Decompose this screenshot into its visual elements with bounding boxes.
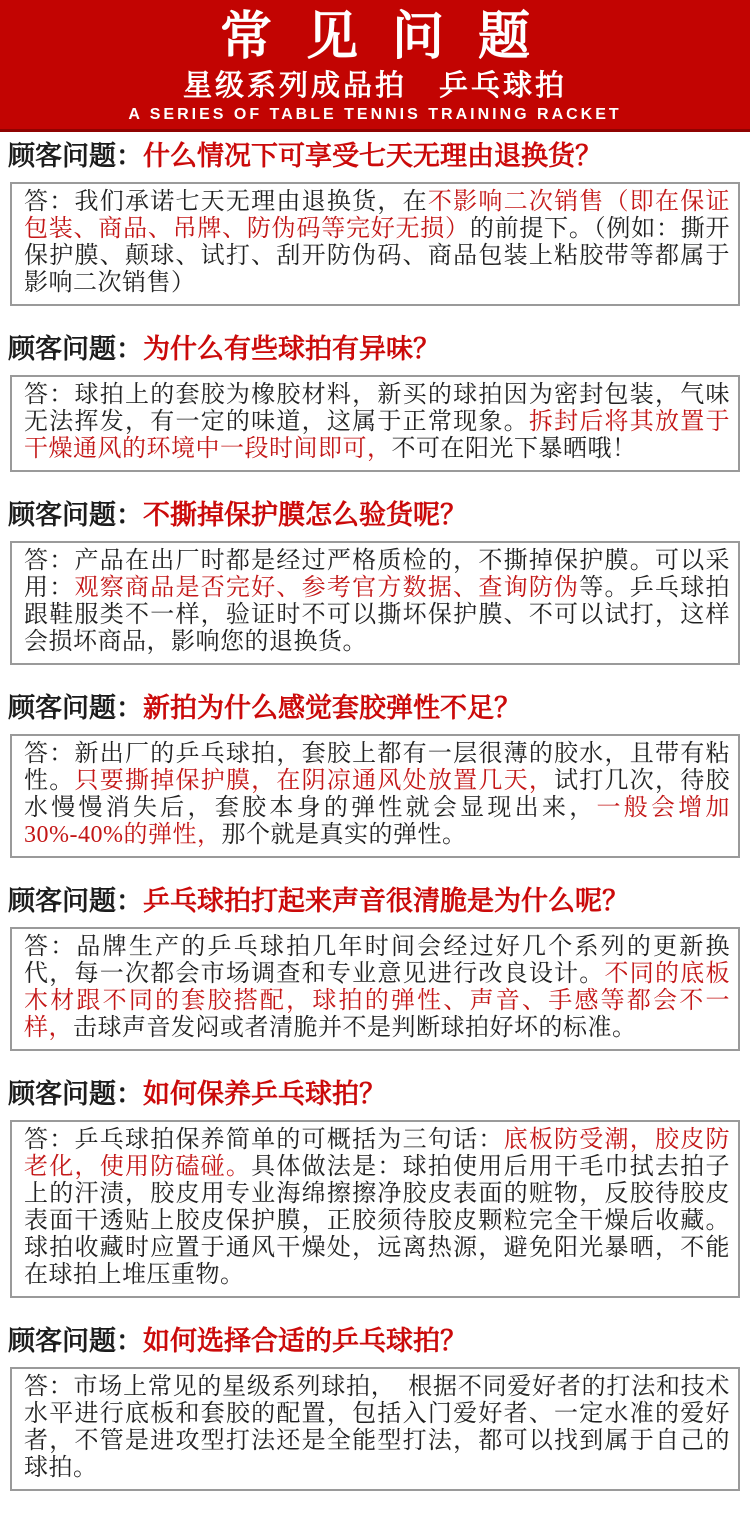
answer-segment: 击球声音发闷或者清脆并不是判断球拍好坏的标准。 [73, 1015, 637, 1041]
page-title: 常见问题 [219, 8, 564, 66]
answer-segment: 拆封后将其放置于干燥通风的环境中一段时间即可， [24, 409, 731, 462]
answer-segment: 的前提下。（例如：撕开保护膜、颠球、试打、刮开防伪码、商品包装上粘胶带等都属于影响二次销售） [24, 216, 731, 296]
answer-box [10, 1367, 740, 1491]
question-row [8, 1326, 742, 1356]
question-text: 不撕掉保护膜怎么验货呢？ [143, 500, 467, 530]
answer-box [10, 541, 740, 665]
faq-section [0, 886, 750, 1051]
question-row [8, 693, 742, 723]
question-label: 顾客问题： [8, 1079, 143, 1109]
answer-segment: 答：乒乓球拍保养简单的可概括为三句话： [24, 1127, 504, 1153]
question-row [8, 141, 742, 171]
question-text: 为什么有些球拍有异味？ [143, 334, 440, 364]
page-subtitle: 星级系列成品拍 乒乓球拍 [182, 70, 567, 102]
question-label: 顾客问题： [8, 886, 143, 916]
answer-segment: 一般会增加30%-40%的弹性， [24, 795, 731, 848]
faq-section [0, 1079, 750, 1298]
page-subtitle-en: A SERIES OF TABLE TENNIS TRAINING RACKET [128, 106, 622, 123]
question-row [8, 500, 742, 530]
question-text: 如何选择合适的乒乓球拍？ [143, 1326, 467, 1356]
question-row [8, 1079, 742, 1109]
faq-section [0, 1326, 750, 1491]
answer-segment: 答：市场上常见的星级系列球拍， 根据不同爱好者的打法和技术水平进行底板和套胶的配置，包括入门爱好者、一定水准的爱好者，不管是进攻型打法还是全能型打法，都可以找到属于自己的球拍。 [24, 1374, 730, 1481]
answer-box [10, 927, 740, 1051]
question-label: 顾客问题： [8, 693, 143, 723]
faq-section [0, 334, 750, 472]
answer-segment: 答：新出厂的乒乓球拍，套胶上都有一层很薄的胶水，且带有粘性。 [24, 741, 730, 794]
answer-box [10, 734, 740, 858]
faq-section [0, 500, 750, 665]
answer-segment: 不影响二次销售（即在保证包装、商品、吊牌、防伪码等完好无损） [24, 189, 731, 242]
header-banner [0, 0, 750, 132]
answer-segment: 试打几次，待胶水慢慢消失后，套胶本身的弹性就会显现出来， [24, 768, 731, 821]
question-text: 什么情况下可享受七天无理由退换货？ [143, 141, 602, 171]
answer-segment: 答：球拍上的套胶为橡胶材料，新买的球拍因为密封包装，气味无法挥发，有一定的味道，这属于正常现象。 [24, 382, 730, 435]
answer-segment: 答：品牌生产的乒乓球拍几年时间会经过好几个系列的更新换代，每一次都会市场调查和专业意见进行改良设计。 [24, 934, 730, 987]
answer-segment: 底板防受潮，胶皮防老化，使用防磕碰。 [24, 1127, 731, 1180]
question-text: 新拍为什么感觉套胶弹性不足？ [143, 693, 521, 723]
question-text: 乒乓球拍打起来声音很清脆是为什么呢？ [143, 886, 629, 916]
question-label: 顾客问题： [8, 334, 143, 364]
answer-box [10, 375, 740, 472]
faq-list [0, 132, 750, 1491]
answer-box [10, 182, 740, 306]
answer-segment: 不可在阳光下暴晒哦！ [391, 436, 637, 462]
question-label: 顾客问题： [8, 141, 143, 171]
answer-segment: 答：产品在出厂时都是经过严格质检的，不撕掉保护膜。可以采用： [24, 548, 730, 601]
answer-segment: 观察商品是否完好、参考官方数据、查询防伪 [74, 575, 580, 601]
question-row [8, 334, 742, 364]
answer-segment: 那个就是真实的弹性。 [221, 822, 467, 848]
answer-segment: 等。乒乓球拍跟鞋服类不一样，验证时不可以撕坏保护膜、不可以试打，这样会损坏商品，影响您的退换货。 [24, 575, 731, 655]
question-label: 顾客问题： [8, 500, 143, 530]
faq-section [0, 141, 750, 306]
answer-box [10, 1120, 740, 1298]
answer-segment: 答：我们承诺七天无理由退换货，在 [24, 189, 428, 215]
question-label: 顾客问题： [8, 1326, 143, 1356]
question-row [8, 886, 742, 916]
faq-section [0, 693, 750, 858]
question-text: 如何保养乒乓球拍？ [143, 1079, 386, 1109]
answer-segment: 不同的底板木材跟不同的套胶搭配，球拍的弹性、声音、手感等都会不一样， [24, 961, 731, 1041]
answer-segment: 只要撕掉保护膜，在阴凉通风处放置几天， [74, 768, 555, 794]
answer-segment: 具体做法是：球拍使用后用干毛巾拭去拍子上的汗渍，胶皮用专业海绵擦擦净胶皮表面的赃物，反胶待胶皮表面干透贴上胶皮保护膜，正胶须待胶皮颗粒完全干燥后收藏。球拍收藏时应置于通风干燥处，远离热源，避免阳光暴晒，不能在球拍上堆压重物。 [24, 1154, 731, 1288]
